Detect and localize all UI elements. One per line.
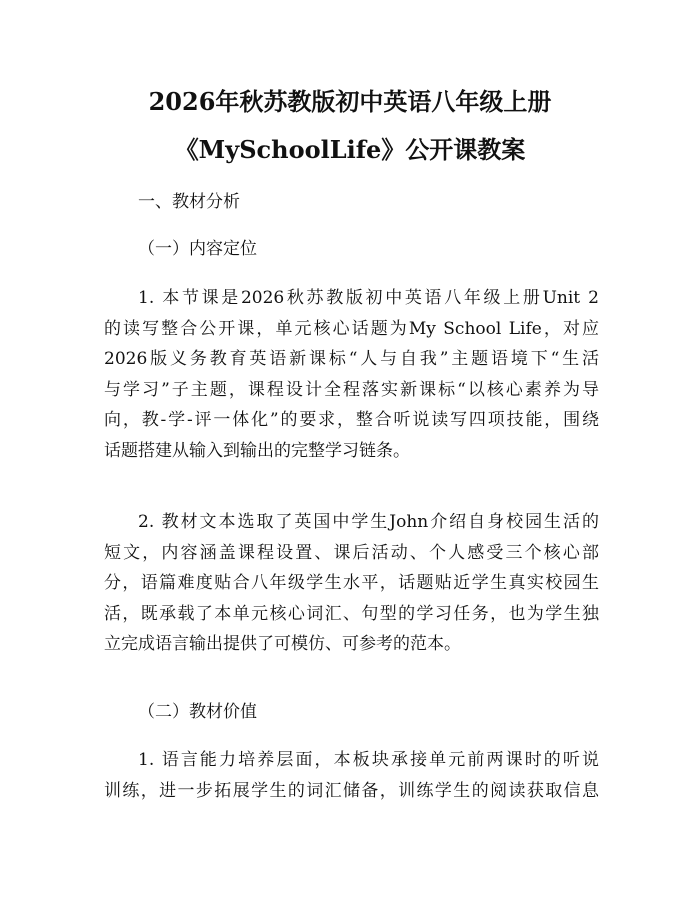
paragraph-line: 2026版义务教育英语新课标“人与自我”主题语境下“生活 (104, 349, 599, 369)
paragraph-line: 立完成语言输出提供了可模仿、可参考的范本。 (104, 634, 461, 654)
paragraph-content-positioning-1 (104, 283, 599, 466)
paragraph-line: 1. 语言能力培养层面，本板块承接单元前两课时的听说 (138, 750, 599, 770)
paragraph-line: 话题搭建从输入到输出的完整学习链条。 (104, 440, 410, 461)
paragraph-material-value-1 (104, 745, 599, 806)
subsection-heading-material-value: （二）教材价值 (138, 702, 257, 722)
paragraph-line: 与学习”子主题，课程设计全程落实新课标“以核心素养为导 (104, 379, 599, 400)
section-heading-teaching-material-analysis: 一、教材分析 (138, 192, 240, 212)
paragraph-line: 1. 本节课是2026秋苏教版初中英语八年级上册Unit 2 (138, 288, 599, 308)
document-title-line-1: 2026年秋苏教版初中英语八年级上册 (148, 87, 552, 116)
paragraph-line: 训练，进一步拓展学生的词汇储备，训练学生的阅读获取信息 (104, 780, 599, 801)
document-title-line-2: 《MySchoolLife》公开课教案 (174, 135, 526, 164)
paragraph-line: 向，教-学-评一体化”的要求，整合听说读写四项技能，围绕 (104, 410, 599, 430)
paragraph-line: 活，既承载了本单元核心词汇、句型的学习任务，也为学生独 (104, 603, 599, 624)
paragraph-line: 分，语篇难度贴合八年级学生水平，话题贴近学生真实校园生 (104, 573, 599, 593)
paragraph-content-positioning-2 (104, 507, 599, 660)
paragraph-line: 2. 教材文本选取了英国中学生John介绍自身校园生活的 (138, 512, 599, 532)
paragraph-line: 的读写整合公开课，单元核心话题为My School Life，对应 (104, 318, 599, 339)
paragraph-line: 短文，内容涵盖课程设置、课后活动、个人感受三个核心部 (104, 542, 599, 563)
subsection-heading-content-positioning: （一）内容定位 (138, 239, 257, 259)
